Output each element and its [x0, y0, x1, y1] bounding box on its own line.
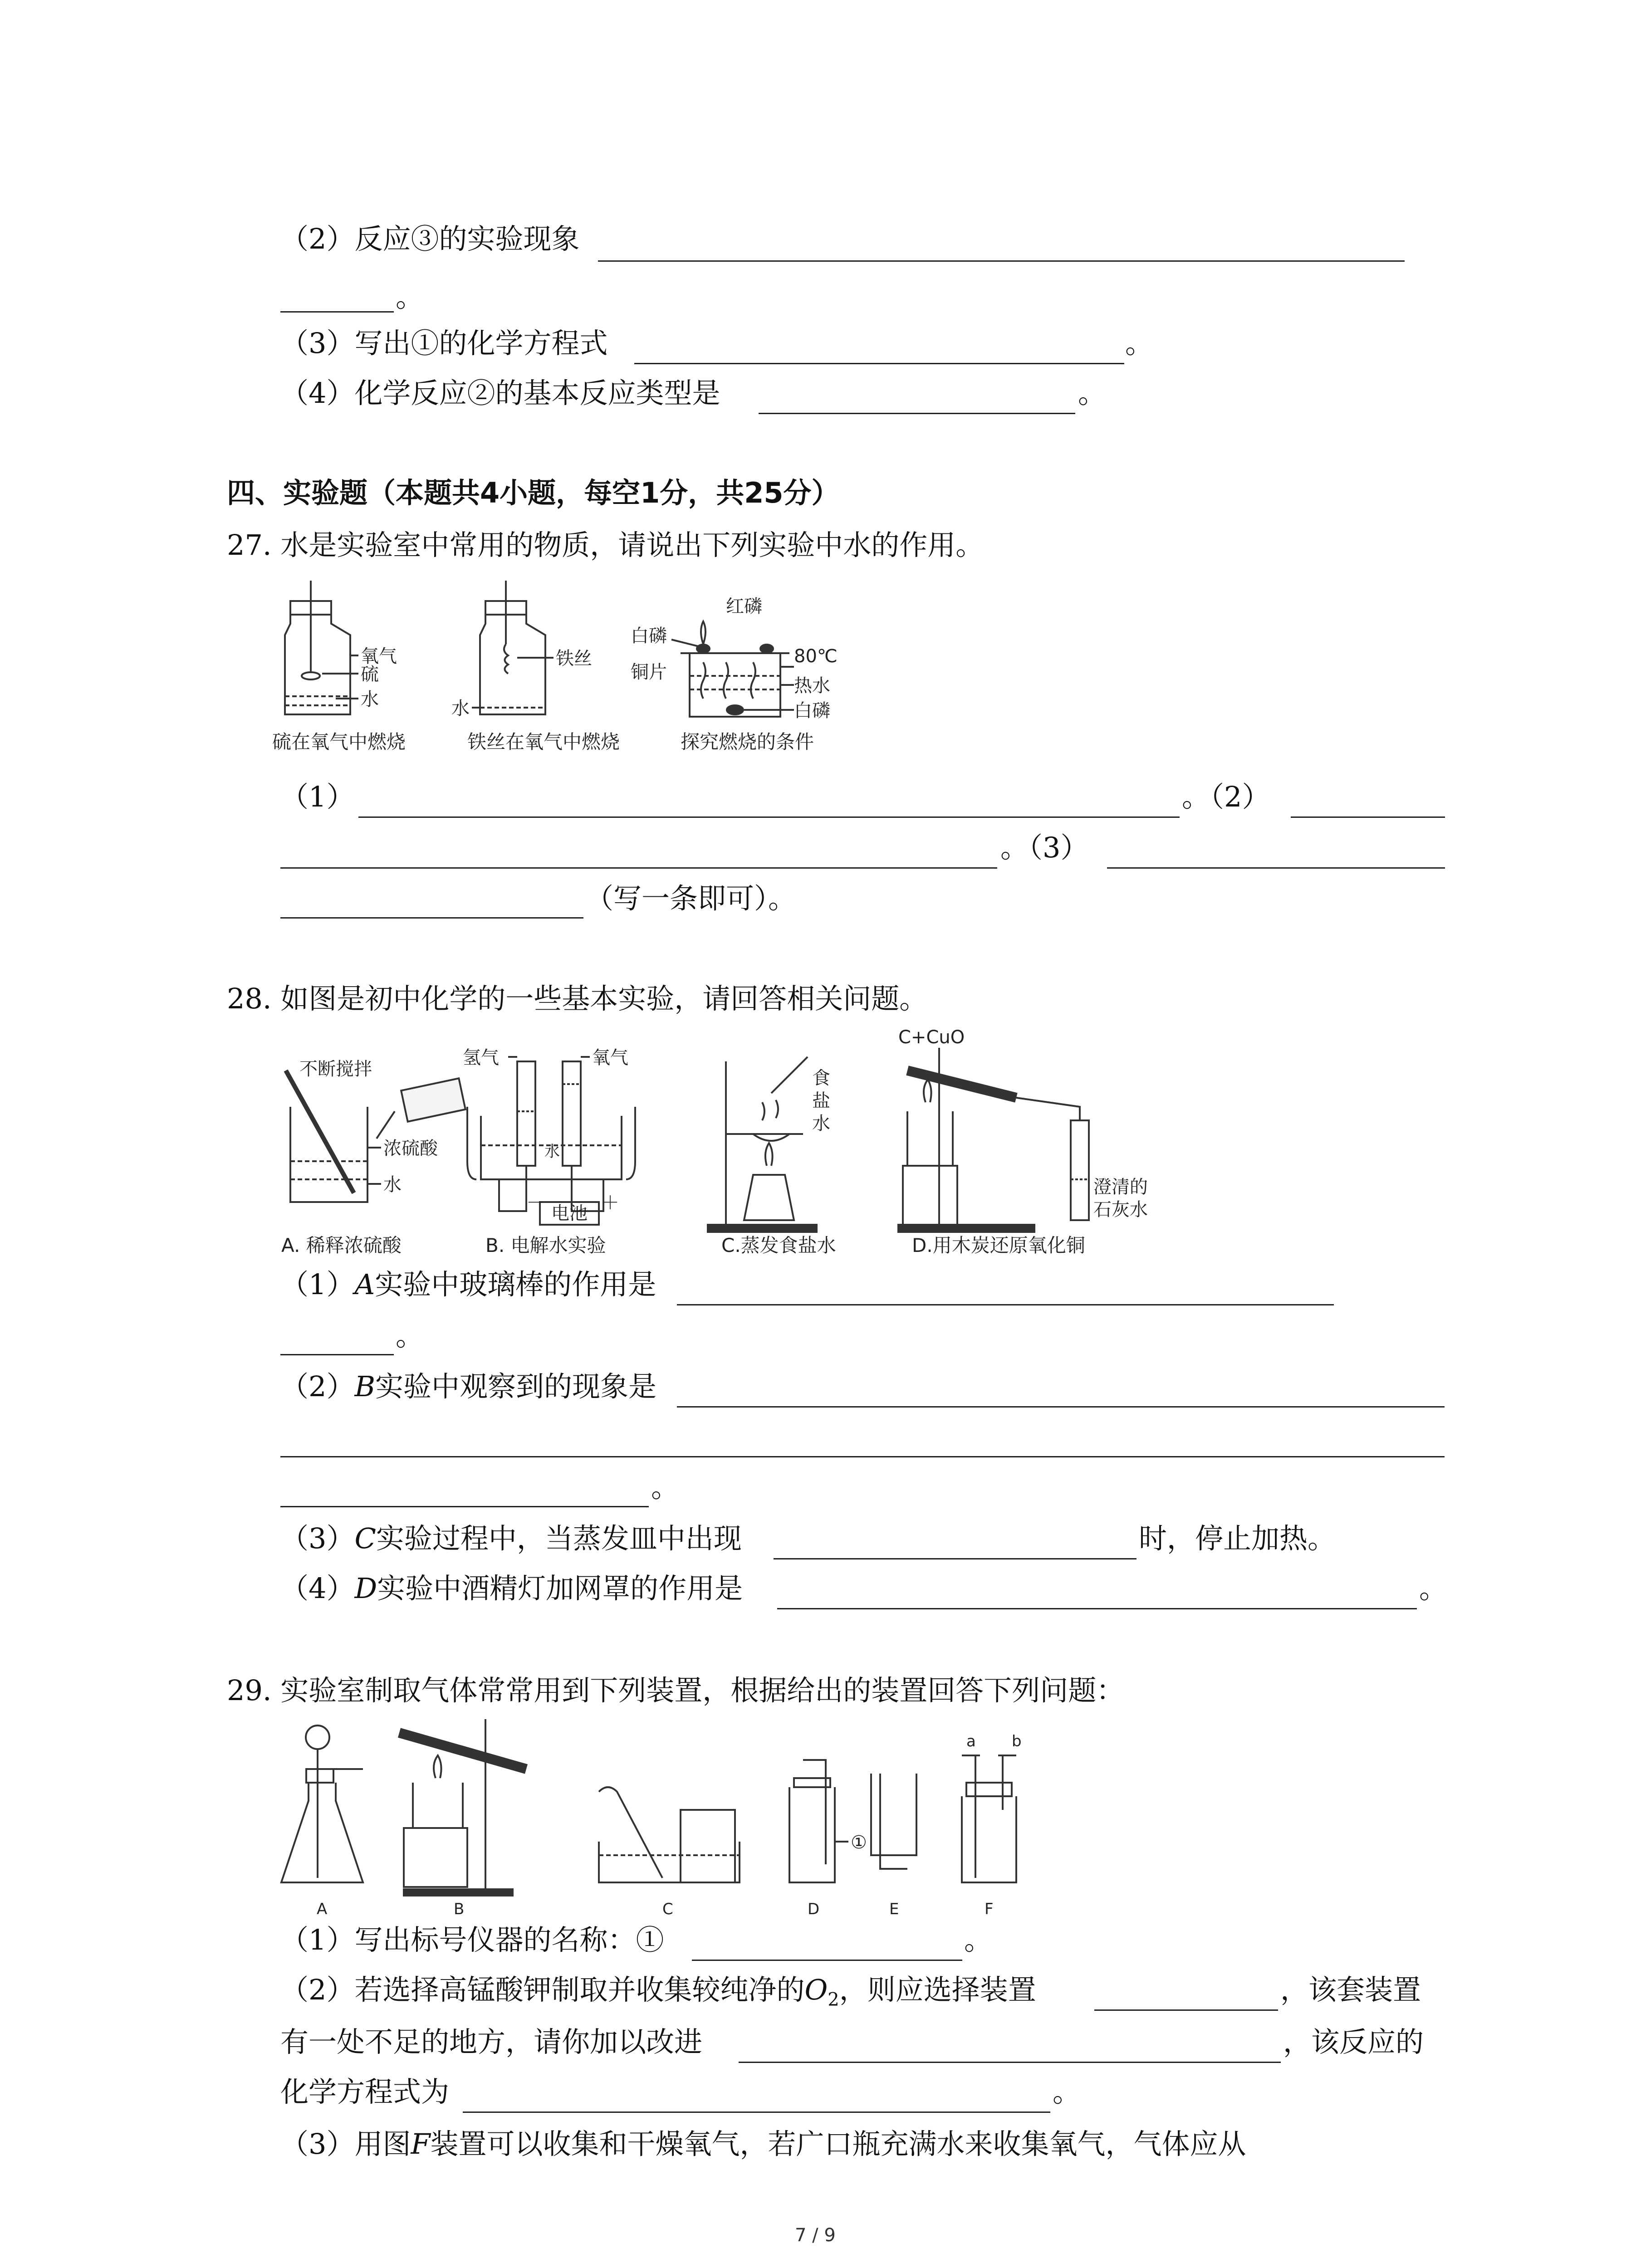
q29-part2b-end: ，该反应的 [1283, 2025, 1424, 2058]
q27-answer-line-2a[interactable] [1291, 816, 1445, 818]
q28-part3-end: 时，停止加热。 [1139, 1522, 1336, 1555]
q28-figures [272, 1030, 1198, 1266]
q27-fig2-label-water: 水 [451, 698, 470, 719]
q28-answer-line-4[interactable] [777, 1608, 1417, 1609]
q26-part4: （4）化学反应②的基本反应类型是 [280, 376, 720, 410]
q26-part3: （3）写出①的化学方程式 [280, 327, 608, 360]
q27-figures [272, 581, 862, 771]
q27-fig3-label-copper: 铜片 [631, 662, 667, 683]
page-number: 7 / 9 [795, 2225, 836, 2246]
q29-figures [272, 1719, 1053, 1919]
q28-figA-caption: A. 稀释浓硫酸 [281, 1234, 402, 1256]
q28-fig-c [708, 1057, 817, 1232]
q28-part1-end: 。 [396, 1319, 424, 1352]
q28-fig-a [286, 1070, 465, 1202]
q29-apparatus [281, 1719, 1016, 1896]
q27-fig-combustion [671, 621, 794, 717]
q27-answer-line-1[interactable] [358, 816, 1180, 818]
q27-fig3-label-white-phosphorus-top: 白磷 [631, 626, 667, 646]
q27-fig2-caption: 铁丝在氧气中燃烧 [467, 731, 620, 753]
q28-figC-label-3: 水 [812, 1113, 830, 1134]
q28-answer-line-1a[interactable] [677, 1304, 1334, 1305]
q28-figA-label-water: 水 [383, 1174, 402, 1195]
q29-label-A: A [317, 1900, 328, 1918]
q28-figD-label-limewater-2: 石灰水 [1093, 1199, 1148, 1220]
q28-figD-label-reactants: C+CuO [898, 1030, 965, 1048]
q27-answer-line-3b[interactable] [280, 917, 583, 919]
q27-fig1-caption: 硫在氧气中燃烧 [272, 731, 406, 753]
q28-figB-label-battery: 电池 [551, 1203, 588, 1224]
q29-mark-circle-1: ① [851, 1832, 867, 1853]
q29-part2-end: ，该套装置 [1280, 1973, 1421, 2006]
q28-fig-d [898, 1048, 1089, 1232]
q28-part3: （3）C实验过程中，当蒸发皿中出现 [280, 1522, 742, 1555]
q28-part2-end: 。 [651, 1471, 680, 1504]
q28-answer-line-2a[interactable] [677, 1406, 1445, 1408]
q27-answer-2-end: 。（3） [1000, 831, 1089, 864]
q27-fig1-label-oxygen: 氧气 [361, 646, 397, 667]
q28-stem: 28. 如图是初中化学的一些基本实验，请回答相关问题。 [227, 982, 928, 1015]
q27-fig3-label-red-phosphorus: 红磷 [726, 596, 762, 617]
q27-answer-3-end: （写一条即可）。 [585, 882, 797, 915]
q26-answer-line-4[interactable] [759, 413, 1075, 414]
q28-answer-line-2c[interactable] [280, 1506, 649, 1507]
q26-answer-line-3[interactable] [634, 363, 1124, 364]
q27-fig3-caption: 探究燃烧的条件 [681, 731, 814, 753]
q26-part2: （2）反应③的实验现象 [280, 222, 580, 255]
q28-figA-label-acid: 浓硫酸 [383, 1138, 438, 1159]
q28-figA-label-stir: 不断搅拌 [299, 1059, 372, 1080]
q28-answer-line-3[interactable] [774, 1558, 1136, 1559]
q28-part1: （1）A实验中玻璃棒的作用是 [280, 1268, 656, 1301]
q29-answer-line-2b[interactable] [739, 2062, 1281, 2063]
q29-answer-line-2c[interactable] [463, 2112, 1050, 2113]
q28-figC-label-1: 食 [812, 1068, 830, 1089]
q29-part2b: 有一处不足的地方，请你加以改进 [280, 2025, 703, 2058]
q28-answer-line-2b[interactable] [280, 1456, 1445, 1457]
q27-fig1-label-water: 水 [361, 689, 379, 710]
q27-fig-sulfur [285, 581, 358, 714]
q27-answer-1-label: （1） [280, 780, 355, 813]
q28-figB-caption: B. 电解水实验 [485, 1234, 606, 1256]
q28-part4-end: 。 [1419, 1572, 1448, 1605]
q27-stem: 27. 水是实验室中常用的物质，请说出下列实验中水的作用。 [227, 528, 984, 562]
q29-answer-line-1[interactable] [692, 1960, 962, 1961]
q28-figD-caption: D.用木炭还原氧化铜 [912, 1234, 1085, 1256]
q27-fig1-label-sulfur: 硫 [361, 664, 379, 685]
q29-stem: 29. 实验室制取气体常常用到下列装置，根据给出的装置回答下列问题： [227, 1674, 1125, 1707]
q26-answer-line-2b[interactable] [280, 311, 394, 313]
q28-figB-label-hydrogen: 氢气 [463, 1047, 499, 1068]
q27-answer-line-2b[interactable] [280, 867, 997, 869]
q28-figB-label-minus: － [526, 1193, 544, 1213]
q26-part3-end: 。 [1125, 327, 1154, 360]
q27-fig2-label-iron: 铁丝 [556, 648, 592, 669]
q28-part4: （4）D实验中酒精灯加网罩的作用是 [280, 1572, 743, 1605]
q29-label-B: B [454, 1900, 465, 1918]
q27-fig-iron [472, 581, 554, 714]
q28-figB-label-water: 水 [544, 1143, 560, 1161]
q29-part1-end: 。 [964, 1923, 993, 1956]
q28-part2: （2）B实验中观察到的现象是 [280, 1370, 657, 1403]
q28-answer-line-1b[interactable] [280, 1354, 394, 1355]
q28-figD-label-limewater-1: 澄清的 [1093, 1177, 1148, 1198]
section-heading: 四、实验题（本题共4小题，每空1分，共25分） [227, 476, 840, 509]
q29-label-F: F [985, 1900, 994, 1918]
q27-fig3-label-temp: 80℃ [794, 646, 838, 667]
q28-figB-label-oxygen: 氧气 [592, 1047, 628, 1068]
q28-figB-label-plus: ＋ [601, 1193, 619, 1213]
q27-answer-line-3a[interactable] [1107, 867, 1445, 869]
q27-fig3-label-white-phosphorus-bottom: 白磷 [794, 700, 830, 721]
q29-answer-line-2a[interactable] [1094, 2009, 1278, 2011]
q29-part2c-end: 。 [1053, 2075, 1081, 2108]
q29-mark-b: b [1012, 1732, 1022, 1750]
q27-answer-1-end: 。（2） [1182, 780, 1270, 813]
q29-part3: （3）用图F装置可以收集和干燥氧气，若广口瓶充满水来收集氧气，气体应从 [280, 2127, 1246, 2160]
q29-mark-a: a [966, 1732, 976, 1750]
q29-part2: （2）若选择高锰酸钾制取并收集较纯净的$O_2$，则应选择装置 [280, 1973, 1036, 2010]
q29-label-D: D [808, 1900, 820, 1918]
q29-part2c: 化学方程式为 [280, 2075, 450, 2108]
q29-label-C: C [662, 1900, 673, 1918]
q26-part4-end: 。 [1078, 376, 1107, 410]
q26-part2-end: 。 [396, 280, 424, 313]
q29-part1: （1）写出标号仪器的名称：① [280, 1923, 664, 1956]
q28-figC-caption: C.蒸发食盐水 [721, 1234, 836, 1256]
q26-answer-line-2a[interactable] [598, 260, 1405, 262]
q28-figC-label-2: 盐 [812, 1090, 830, 1111]
q27-fig3-label-hot-water: 热水 [794, 675, 830, 696]
q29-label-E: E [889, 1900, 899, 1918]
